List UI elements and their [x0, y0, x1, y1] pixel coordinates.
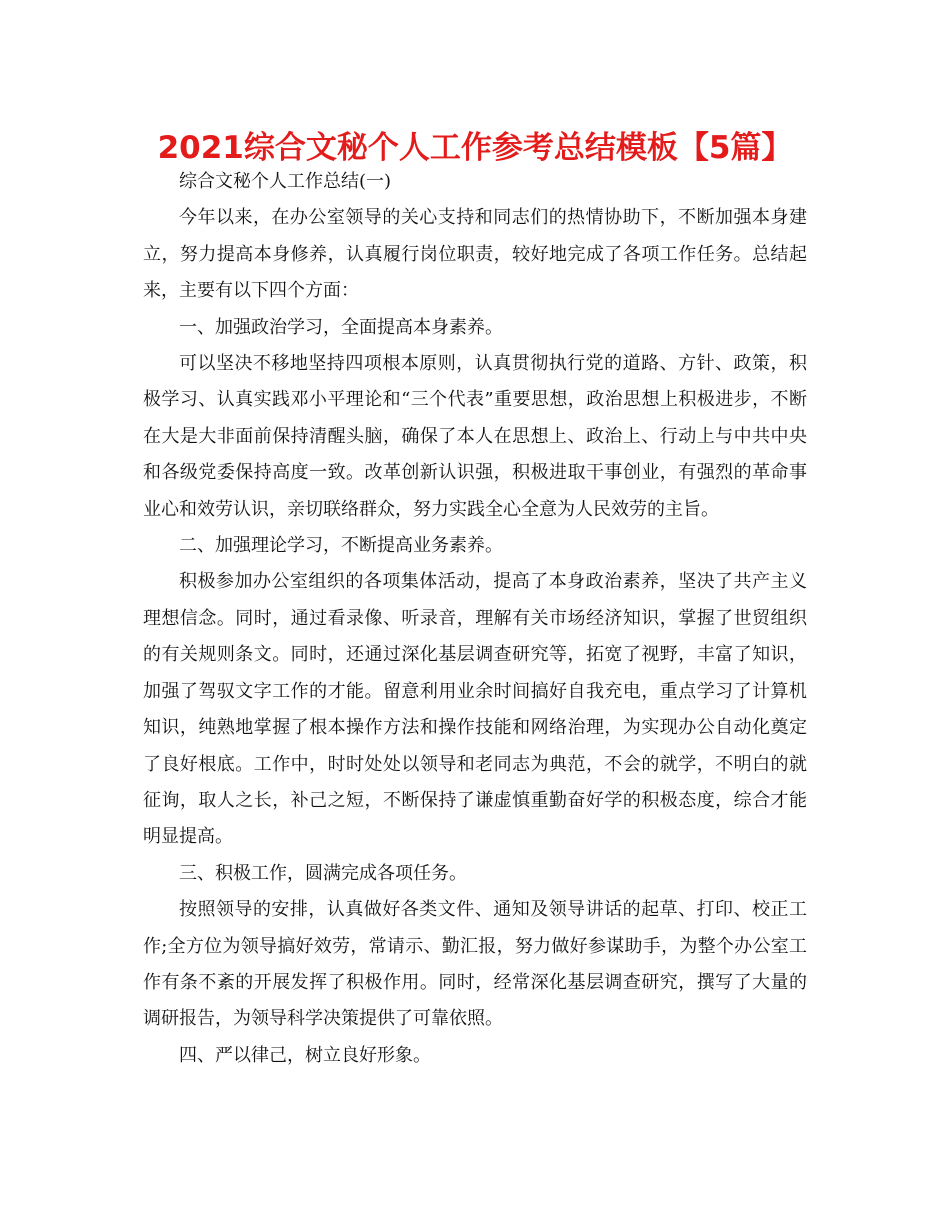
section-subtitle: 综合文秘个人工作总结(一) — [179, 171, 392, 192]
document-title: 2021综合文秘个人工作参考总结模板【5篇】 — [157, 130, 793, 166]
heading-section-1: 一、加强政治学习，全面提高本身素养。 — [179, 316, 503, 338]
heading-section-4: 四、严以律己，树立良好形象。 — [179, 1044, 431, 1066]
heading-section-2: 二、加强理论学习，不断提高业务素养。 — [179, 535, 503, 557]
document-body — [143, 164, 807, 1074]
paragraph-intro: 今年以来，在办公室领导的关心支持和同志们的热情协助下，不断加强本身建立，努力提高本身修养，认真履行岗位职责，较好地完成了各项工作任务。总结起来，主要有以下四个方面： — [143, 207, 807, 302]
paragraph-section-1: 可以坚决不移地坚持四项根本原则，认真贯彻执行党的道路、方针、政策，积极学习、认真实践邓小平理论和“三个代表”重要思想，政治思想上积极进步，不断在大是大非面前保持清醒头脑，确保了本人在思想上、政治上、行动上与中共中央和各级党委保持高度一致。改革创新认识强，积极进取干事创业，有强烈的革命事业心和效劳认识，亲切联络群众，努力实践全心全意为人民效劳的主旨。 — [143, 353, 807, 520]
paragraph-section-3: 按照领导的安排，认真做好各类文件、通知及领导讲话的起草、打印、校正工作;全方位为领导搞好效劳，常请示、勤汇报，努力做好参谋助手，为整个办公室工作有条不紊的开展发挥了积极作用。同时，经常深化基层调查研究，撰写了大量的调研报告，为领导科学决策提供了可靠依照。 — [143, 899, 807, 1030]
paragraph-section-2: 积极参加办公室组织的各项集体活动，提高了本身政治素养，坚决了共产主义理想信念。同时，通过看录像、听录音，理解有关市场经济知识，掌握了世贸组织的有关规则条文。同时，还通过深化基层调查研究等，拓宽了视野，丰富了知识，加强了驾驭文字工作的才能。留意利用业余时间搞好自我充电，重点学习了计算机知识，纯熟地掌握了根本操作方法和操作技能和网络治理，为实现办公自动化奠定了良好根底。工作中，时时处处以领导和老同志为典范，不会的就学，不明白的就征询，取人之长，补己之短，不断保持了谦虚慎重勤奋好学的积极态度，综合才能明显提高。 — [143, 571, 807, 848]
heading-section-3: 三、积极工作，圆满完成各项任务。 — [179, 862, 467, 884]
